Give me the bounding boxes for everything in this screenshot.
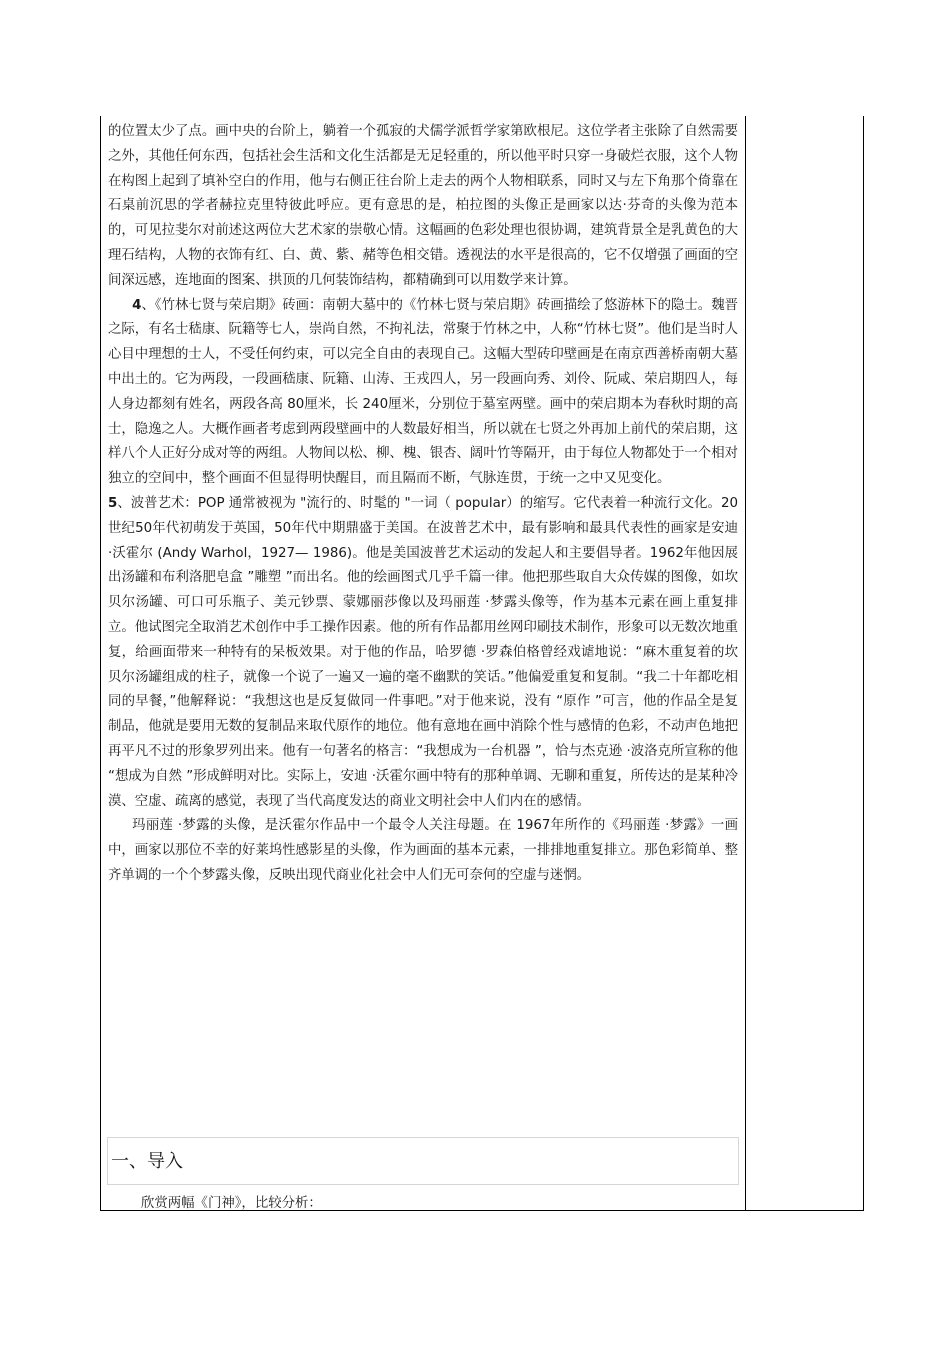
lesson-table [100,116,864,1211]
section-heading: 一、导入 [111,1151,183,1172]
paragraph-monroe-text: 玛丽莲 ·梦露的头像，是沃霍尔作品中一个最令人关注母题。在 1967年所作的《玛丽莲 ·梦露》一画中，画家以那位不幸的好莱坞性感影星的头像，作为画面的基本元素，一排排地重复排立。那色彩简单、整齐单调的一个个梦露头像，反映出现代商业化社会中人们无可奈何的空虚与迷惘。 [108,818,738,883]
section-heading-box [107,1137,739,1185]
paragraph-monroe [108,814,738,888]
content-cell [108,120,738,889]
item-number-5: 5 [108,495,118,511]
paragraph-pop [108,492,738,814]
paragraph-athens [108,120,738,294]
paragraph-pop-text: 、波普艺术：POP 通常被视为 "流行的、时髦的 "一词（ popular）的缩写。它代表着一种流行文化。20世纪50年代初萌发于英国，50年代中期鼎盛于美国。在波普艺术中，最有影响和最具代表性的画家是安迪 ·沃霍尔 (Andy Warhol，1927— 1986)。他是美国波普艺术运动的发起人和主要倡导者。1962年他因展出汤罐和布利洛肥皂盒 ”雕塑 ”而出名。他的绘画图式几乎千篇一律。他把那些取自大众传媒的图像，如坎贝尔汤罐、可口可乐瓶子、美元钞票、蒙娜丽莎像以及玛丽莲 ·梦露头像等，作为基本元素在画上重复排立。他试图完全取消艺术创作中手工操作因素。他的所有作品都用丝网印刷技术制作，形象可以无数次地重复，给画面带来一种特有的呆板效果。对于他的作品，哈罗德 ·罗森伯格曾经戏谑地说：“麻木重复着的坎贝尔汤罐组成的柱子，就像一个说了一遍又一遍的毫不幽默的笑话。”他偏爱重复和复制。“我二十年都吃相同的早餐，”他解释说：“我想这也是反复做同一件事吧。”对于他来说，没有 “原作 ”可言，他的作品全是复制品，他就是要用无数的复制品来取代原作的地位。他有意地在画中消除个性与感情的色彩，不动声色地把再平凡不过的形象罗列出来。他有一句著名的格言：“我想成为一台机器 ”，恰与杰克逊 ·波洛克所宣称的他 “想成为自然 ”形成鲜明对比。实际上，安迪 ·沃霍尔画中特有的那种单调、无聊和重复，所传达的是某种冷漠、空虚、疏离的感觉，表现了当代高度发达的商业文明社会中人们内在的感情。 [108,495,738,809]
column-divider [745,116,746,1210]
paragraph-bamboo-text: 、《竹林七贤与荣启期》砖画：南朝大墓中的《竹林七贤与荣启期》砖画描绘了悠游林下的隐士。魏晋之际，有名士嵇康、阮籍等七人，崇尚自然，不拘礼法，常聚于竹林之中，人称“竹林七贤”。他们是当时人心目中理想的士人，不受任何约束，可以完全自由的表现自己。这幅大型砖印壁画是在南京西善桥南朝大墓中出土的。它为两段，一段画嵇康、阮籍、山涛、王戎四人，另一段画向秀、刘伶、阮咸、荣启期四人，每人身边都刻有姓名，两段各高 80厘米，长 240厘米，分别位于墓室两壁。画中的荣启期本为春秋时期的高士，隐逸之人。大概作画者考虑到两段壁画中的人数最好相当，所以就在七贤之外再加上前代的荣启期，这样八个人正好分成对等的两组。人物间以松、柳、槐、银杏、阔叶竹等隔开，由于每位人物都处于一个相对独立的空间中，整个画面不但显得明快醒目，而且隔而不断，气脉连贯，于统一之中又见变化。 [108,297,738,487]
paragraph-bamboo [108,294,738,492]
intro-line: 欣赏两幅《门神》，比较分析： [141,1196,322,1211]
paragraph-athens-text: 的位置太少了点。画中央的台阶上，躺着一个孤寂的犬儒学派哲学家第欧根尼。这位学者主张除了自然需要之外，其他任何东西，包括社会生活和文化生活都是无足轻重的，所以他平时只穿一身破烂衣服，这个人物在构图上起到了填补空白的作用，他与右侧正往台阶上走去的两个人物相联系，同时又与左下角那个倚靠在石桌前沉思的学者赫拉克里特彼此呼应。更有意思的是，柏拉图的头像正是画家以达·芬奇的头像为范本的，可见拉斐尔对前述这两位大艺术家的崇敬心情。这幅画的色彩处理也很协调，建筑背景全是乳黄色的大理石结构，人物的衣饰有红、白、黄、紫、赭等色相交错。透视法的水平是很高的，它不仅增强了画面的空间深远感，连地面的图案、拱顶的几何装饰结构，都精确到可以用数学来计算。 [108,124,738,288]
item-number-4: 4 [132,297,142,313]
